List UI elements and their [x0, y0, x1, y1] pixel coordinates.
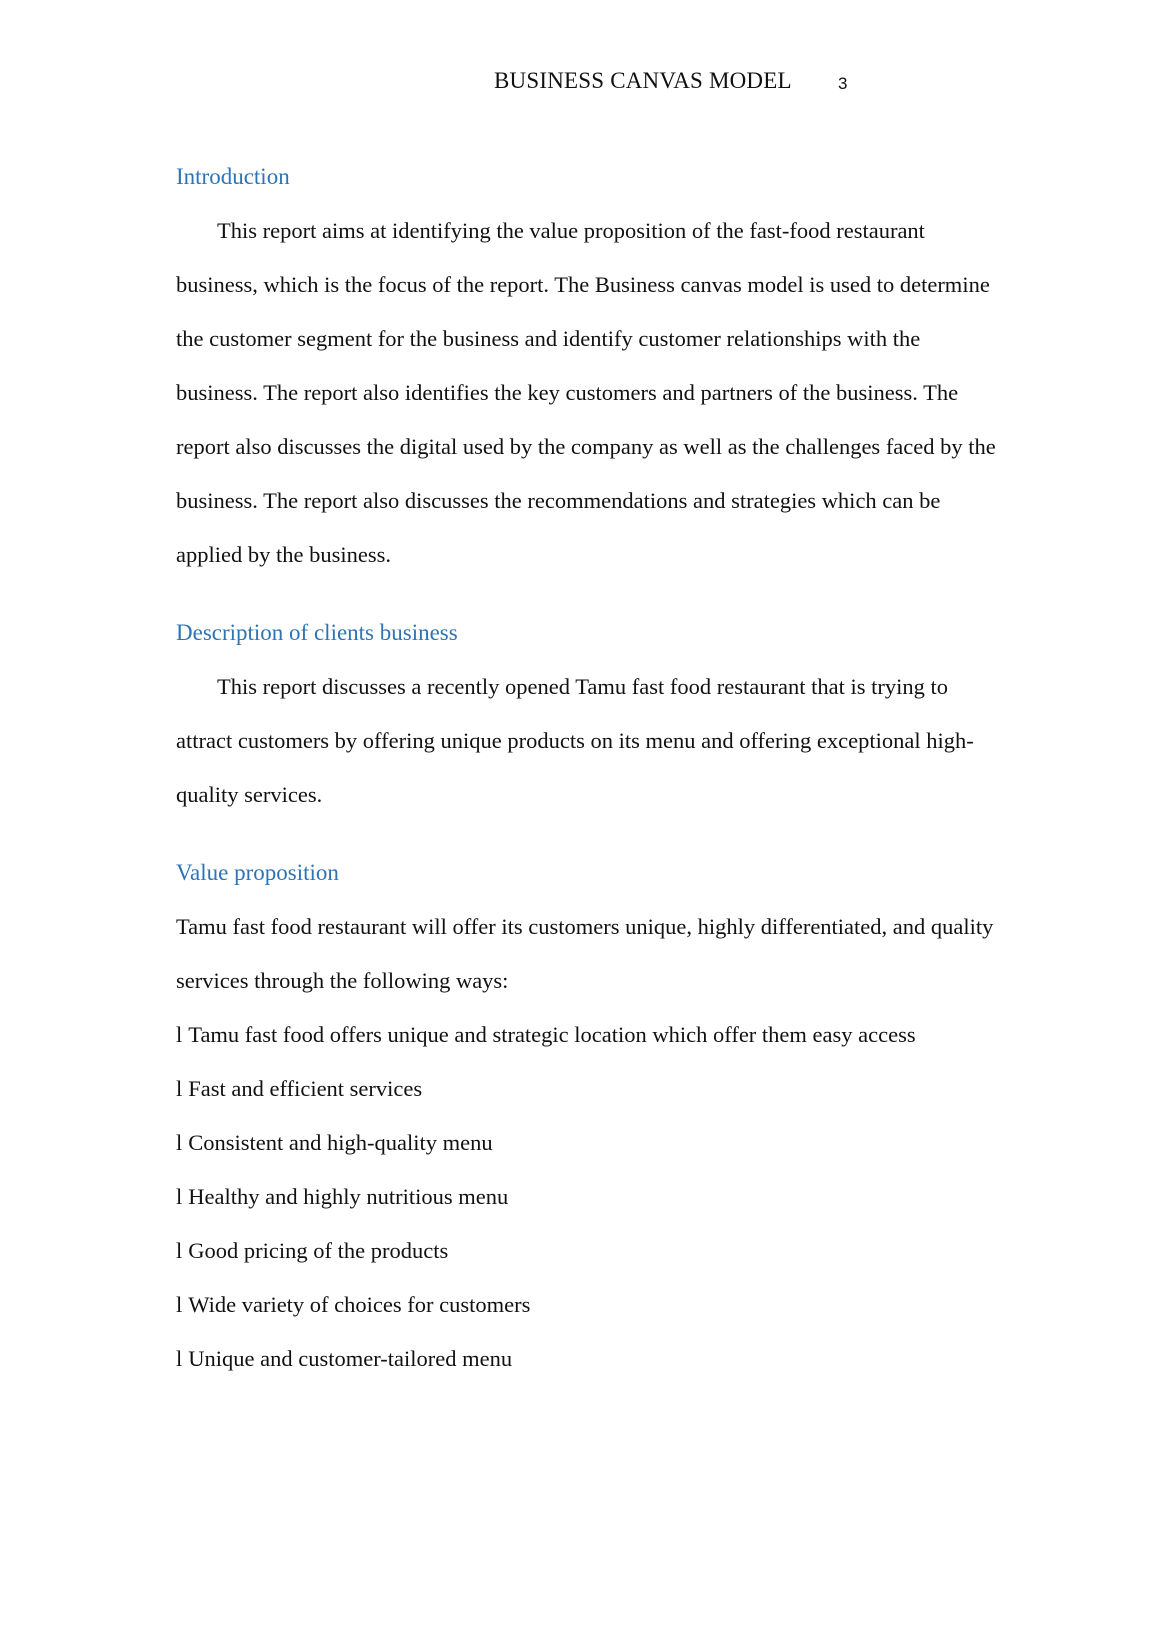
- description-heading: Description of clients business: [176, 620, 458, 645]
- list-item-text: Fast and efficient services: [188, 1076, 423, 1101]
- list-item: [176, 1332, 996, 1386]
- list-item: [176, 1062, 996, 1116]
- bullet-marker: l: [176, 1238, 183, 1263]
- list-item: [176, 1008, 996, 1062]
- section-spacer: [176, 582, 996, 606]
- running-head: BUSINESS CANVAS MODEL: [494, 68, 792, 93]
- value-proposition-list: [176, 1008, 996, 1386]
- description-paragraph: This report discusses a recently opened Tamu fast food restaurant that is trying to attract customers by offering unique products on its menu and offering exceptional high-quality services.: [176, 674, 974, 807]
- list-item-text: Good pricing of the products: [188, 1238, 449, 1263]
- list-item: [176, 1278, 996, 1332]
- bullet-marker: l: [176, 1184, 183, 1209]
- section-spacer: [176, 822, 996, 846]
- list-item-text: Healthy and highly nutritious menu: [188, 1184, 509, 1209]
- bullet-marker: l: [176, 1130, 183, 1155]
- list-item-text: Unique and customer-tailored menu: [188, 1346, 513, 1371]
- list-item: [176, 1170, 996, 1224]
- list-item-text: Tamu fast food offers unique and strategic location which offer them easy access: [188, 1022, 916, 1047]
- list-item-text: Wide variety of choices for customers: [188, 1292, 531, 1317]
- introduction-heading: Introduction: [176, 164, 290, 189]
- bullet-marker: l: [176, 1292, 183, 1317]
- value-proposition-intro: Tamu fast food restaurant will offer its customers unique, highly differentiated, and quality services through the following ways:: [176, 914, 994, 993]
- bullet-marker: l: [176, 1346, 183, 1371]
- page-number: 3: [838, 74, 848, 93]
- bullet-marker: l: [176, 1022, 183, 1047]
- value-proposition-heading: Value proposition: [176, 860, 339, 885]
- list-item: [176, 1116, 996, 1170]
- document-body: [176, 150, 996, 1386]
- list-item-text: Consistent and high-quality menu: [188, 1130, 493, 1155]
- bullet-marker: l: [176, 1076, 183, 1101]
- list-item: [176, 1224, 996, 1278]
- introduction-paragraph: This report aims at identifying the value proposition of the fast-food restaurant business, which is the focus of the report. The Business canvas model is used to determine the customer segment for the business and identify customer relationships with the business. The report also identifies the key customers and partners of the business. The report also discusses the digital used by the company as well as the challenges faced by the business. The report also discusses the recommendations and strategies which can be applied by the business.: [176, 218, 996, 567]
